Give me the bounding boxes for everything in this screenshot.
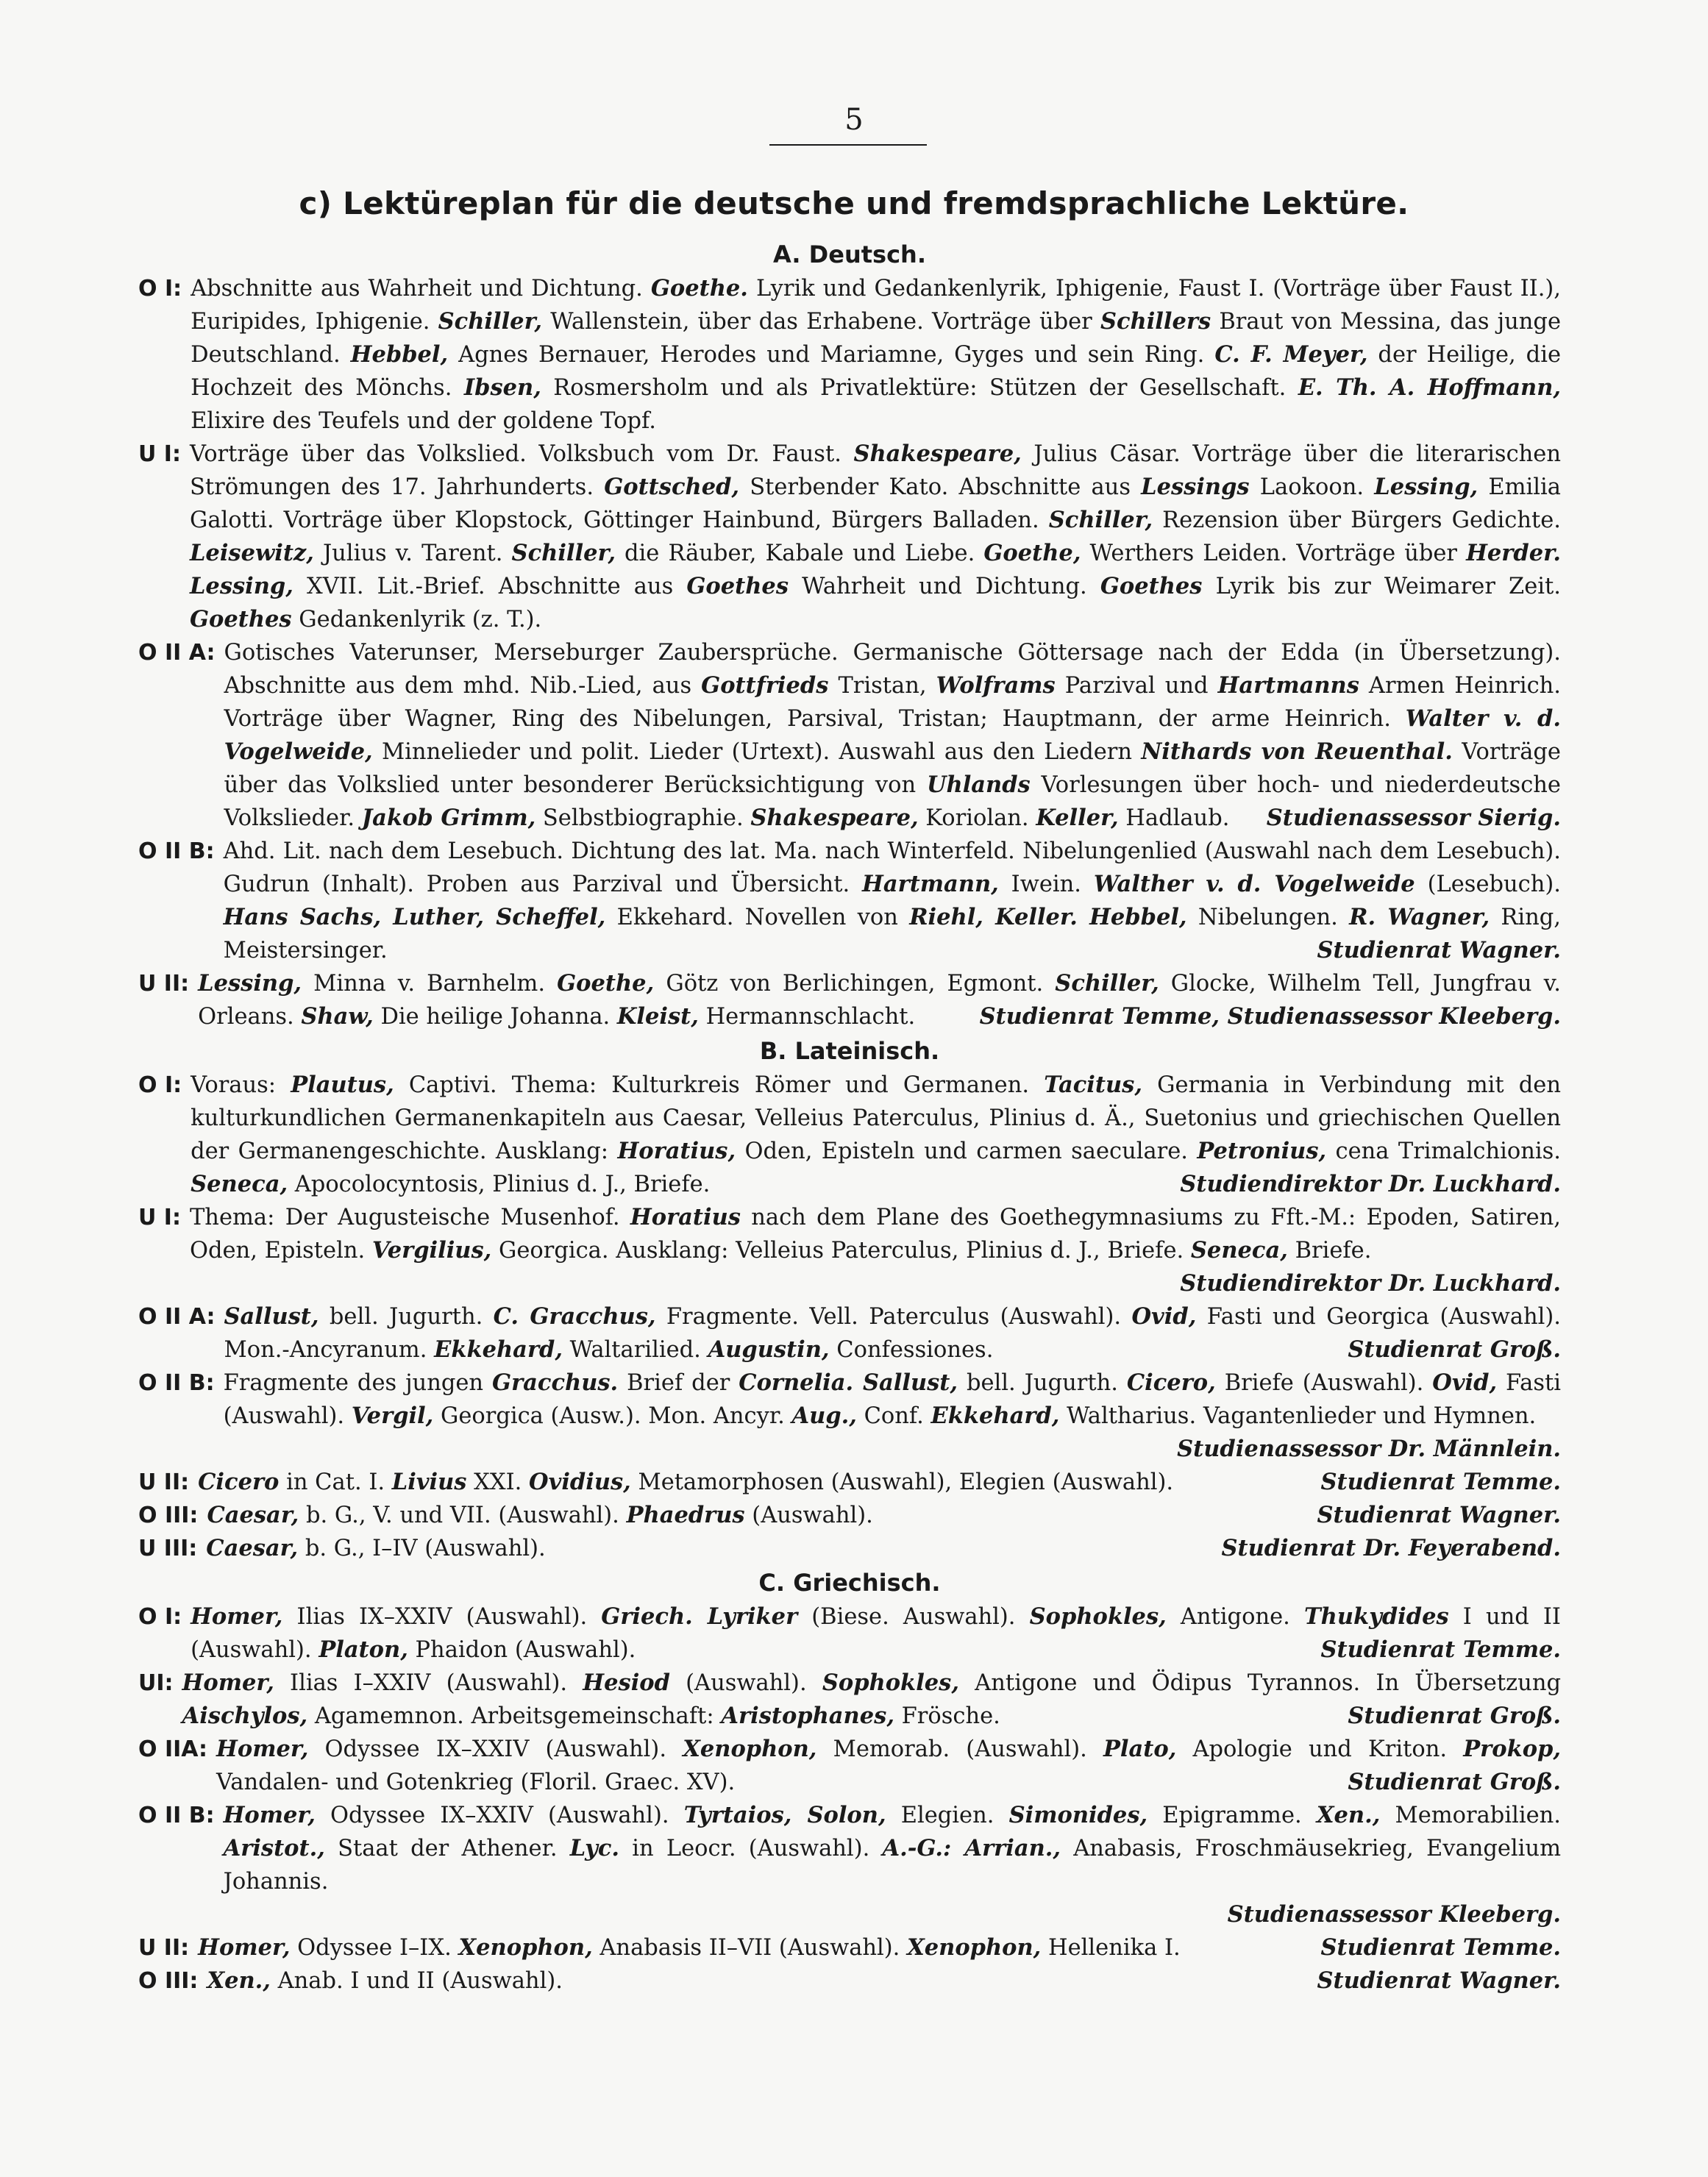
- reading-text: [190, 1201, 1561, 1300]
- class-label: U III:: [138, 1536, 198, 1561]
- reading-text: [224, 835, 1561, 967]
- reading-list: Sallust, bell. Jugurth. C. Gracchus, Fragmente. Vell. Paterculus (Auswahl). Ovid, Fasti und Georgica (Auswahl). Mon.-Ancyranum. Ekkehard, Waltarilied. Augustin, Confessiones.: [224, 1303, 1562, 1363]
- reading-entry: [138, 1532, 1561, 1565]
- class-label: U II:: [138, 1469, 190, 1495]
- reading-text: [207, 1964, 1561, 1998]
- reading-text: [224, 636, 1562, 835]
- reading-text: [182, 1667, 1561, 1733]
- reading-text: [198, 967, 1561, 1033]
- reading-entry: [138, 835, 1561, 967]
- section-heading: A. Deutsch.: [773, 240, 926, 268]
- reading-text: [191, 1600, 1561, 1667]
- reading-entry: [138, 636, 1561, 835]
- reading-entry: [138, 1964, 1561, 1998]
- class-label: U I:: [138, 1205, 181, 1230]
- reading-list: Vorträge über das Volkslied. Volksbuch vom Dr. Faust. Shakespeare, Julius Cäsar. Vorträge über die literarischen Strömungen des 17. Jahrhunderts. Gottsched, Sterbender Kato. Abschnitte aus Lessings Laokoon. Lessing, Emilia Galotti. Vorträge über Klopstock, Göttinger Hainbund, Bürgers Balladen. Schiller, Rezension über Bürgers Gedichte. Leisewitz, Julius v. Tarent. Schiller, die Räuber, Kabale und Liebe. Goethe, Werthers Leiden. Vorträge über Herder. Lessing, XVII. Lit.-Brief. Abschnitte aus Goethes Wahrheit und Dichtung. Goethes Lyrik bis zur Weimarer Zeit. Goethes Gedankenlyrik (z. T.).: [189, 441, 1561, 633]
- reading-entry: [138, 1799, 1561, 1931]
- reading-plan-content: [138, 237, 1561, 1998]
- reading-text: [224, 1300, 1562, 1367]
- reading-text: [224, 1367, 1561, 1466]
- class-label: O I:: [138, 1072, 182, 1098]
- reading-list: Homer, Odyssee I–IX. Xenophon, Anabasis II–VII (Auswahl). Xenophon, Hellenika I.: [198, 1934, 1181, 1961]
- class-label: U II:: [138, 1935, 190, 1961]
- reading-entry: [138, 1201, 1561, 1300]
- reading-list: Cicero in Cat. I. Livius XXI. Ovidius, Metamorphosen (Auswahl), Elegien (Auswahl).: [198, 1469, 1174, 1495]
- reading-list: Lessing, Minna v. Barnhelm. Goethe, Götz von Berlichingen, Egmont. Schiller, Glocke, Wilhelm Tell, Jungfrau v. Orleans. Shaw, Die heilige Johanna. Kleist, Hermannschlacht.: [198, 970, 1561, 1030]
- teacher-name: Studiendirektor Dr. Luckhard.: [1180, 1171, 1561, 1197]
- reading-text: [198, 1466, 1561, 1499]
- reading-text: [190, 438, 1561, 636]
- reading-list: Caesar, b. G., V. und VII. (Auswahl). Phaedrus (Auswahl).: [207, 1502, 873, 1528]
- section-heading: B. Lateinisch.: [759, 1037, 940, 1065]
- reading-text: [191, 1069, 1561, 1201]
- reading-list: Fragmente des jungen Gracchus. Brief der Cornelia. Sallust, bell. Jugurth. Cicero, Briefe (Auswahl). Ovid, Fasti (Auswahl). Vergil, Georgica (Ausw.). Mon. Ancyr. Aug., Conf. Ekkehard, Waltharius. Vagantenlieder und Hymnen.: [223, 1369, 1561, 1429]
- reading-list: Caesar, b. G., I–IV (Auswahl).: [206, 1535, 546, 1561]
- reading-list: Gotisches Vaterunser, Merseburger Zaubersprüche. Germanische Göttersage nach der Edda (in Übersetzung). Abschnitte aus dem mhd. Nib.-Lied, aus Gottfrieds Tristan, Wolframs Parzival und Hartmanns Armen Heinrich. Vorträge über Wagner, Ring des Nibelungen, Parsival, Tristan; Hauptmann, der arme Heinrich. Walter v. d. Vogelweide, Minnelieder und polit. Lieder (Urtext). Auswahl aus den Liedern Nithards von Reuenthal. Vorträge über das Volkslied unter besonderer Berücksichtigung von Uhlands Vorlesungen über hoch- und niederdeutsche Volkslieder. Jakob Grimm, Selbstbiographie. Shakespeare, Koriolan. Keller, Hadlaub.: [224, 640, 1562, 831]
- teacher-name: Studienrat Temme.: [1320, 1469, 1561, 1495]
- section-heading: C. Griechisch.: [758, 1569, 941, 1597]
- class-label: O I:: [138, 1604, 182, 1630]
- teacher-name: Studienrat Temme, Studienassessor Kleeberg.: [979, 1003, 1561, 1030]
- reading-entry: [138, 1667, 1561, 1733]
- teacher-name: Studienrat Groß.: [1348, 1336, 1561, 1363]
- reading-list: Ahd. Lit. nach dem Lesebuch. Dichtung des lat. Ma. nach Winterfeld. Nibelungenlied (Auswahl nach dem Lesebuch). Gudrun (Inhalt). Proben aus Parzival und Übersicht. Hartmann, Iwein. Walther v. d. Vogelweide (Lesebuch). Hans Sachs, Luther, Scheffel, Ekkehard. Novellen von Riehl, Keller. Hebbel, Nibelungen. R. Wagner, Ring, Meistersinger.: [223, 838, 1561, 963]
- reading-text: [198, 1931, 1561, 1964]
- teacher-name: Studienassessor Dr. Männlein.: [1177, 1436, 1561, 1462]
- reading-list: Homer, Ilias IX–XXIV (Auswahl). Griech. Lyriker (Biese. Auswahl). Sophokles, Antigone. Thukydides I und II (Auswahl). Platon, Phaidon (Auswahl).: [191, 1603, 1561, 1663]
- reading-list: Homer, Odyssee IX–XXIV (Auswahl). Tyrtaios, Solon, Elegien. Simonides, Epigramme. Xen., Memorabilien. Aristot., Staat der Athener. Lyc. in Leocr. (Auswahl). A.-G.: Arrian., Anabasis, Froschmäusekrieg, Evangelium Johannis.: [223, 1802, 1561, 1895]
- teacher-name: Studienrat Wagner.: [1317, 1502, 1561, 1528]
- class-label: U I:: [138, 441, 181, 467]
- reading-entry: [138, 967, 1561, 1033]
- teacher-name: Studienassessor Sierig.: [1266, 805, 1561, 831]
- reading-list: Homer, Ilias I–XXIV (Auswahl). Hesiod (Auswahl). Sophokles, Antigone und Ödipus Tyrannos. In Übersetzung Aischylos, Agamemnon. Arbeitsgemeinschaft: Aristophanes, Frösche.: [182, 1670, 1561, 1729]
- teacher-name: Studienassessor Kleeberg.: [1227, 1901, 1561, 1928]
- reading-text: [224, 1799, 1561, 1931]
- reading-list: Homer, Odyssee IX–XXIV (Auswahl). Xenophon, Memorab. (Auswahl). Plato, Apologie und Kriton. Prokop, Vandalen- und Gotenkrieg (Floril. Graec. XV).: [216, 1736, 1562, 1795]
- class-label: O II B:: [138, 1803, 215, 1828]
- reading-entry: [138, 1931, 1561, 1964]
- teacher-name: Studienrat Dr. Feyerabend.: [1221, 1535, 1561, 1561]
- class-label: O III:: [138, 1968, 199, 1994]
- teacher-name: Studienrat Temme.: [1320, 1636, 1561, 1663]
- class-label: O I:: [138, 276, 182, 302]
- reading-entry: [138, 272, 1561, 438]
- reading-text: [216, 1733, 1561, 1799]
- reading-text: [191, 272, 1561, 438]
- class-label: O II A:: [138, 1304, 216, 1330]
- reading-entry: [138, 1499, 1561, 1532]
- class-label: O II B:: [138, 1370, 215, 1396]
- class-label: O II B:: [138, 838, 215, 864]
- reading-entry: [138, 1069, 1561, 1201]
- reading-list: Thema: Der Augusteische Musenhof. Horatius nach dem Plane des Goethegymnasiums zu Fft.-M.: Epoden, Satiren, Oden, Episteln. Vergilius, Georgica. Ausklang: Velleius Paterculus, Plinius d. J., Briefe. Seneca, Briefe.: [189, 1204, 1561, 1264]
- teacher-name: Studienrat Groß.: [1348, 1703, 1561, 1729]
- reading-text: [207, 1499, 1561, 1532]
- page-title: c) Lektüreplan für die deutsche und fremdsprachliche Lektüre.: [299, 185, 1409, 221]
- class-label: O III:: [138, 1503, 199, 1528]
- teacher-name: Studienrat Temme.: [1320, 1934, 1561, 1961]
- reading-list: Xen., Anab. I und II (Auswahl).: [207, 1967, 563, 1994]
- page-number-rule: [769, 144, 927, 146]
- reading-list: Abschnitte aus Wahrheit und Dichtung. Goethe. Lyrik und Gedankenlyrik, Iphigenie, Faust I. (Vorträge über Faust II.), Euripides, Iphigenie. Schiller, Wallenstein, über das Erhabene. Vorträge über Schillers Braut von Messina, das junge Deutschland. Hebbel, Agnes Bernauer, Herodes und Mariamne, Gyges und sein Ring. C. F. Meyer, der Heilige, die Hochzeit des Mönchs. Ibsen, Rosmersholm und als Privatlektüre: Stützen der Gesellschaft. E. Th. A. Hoffmann, Elixire des Teufels und der goldene Topf.: [191, 275, 1562, 434]
- reading-entry: [138, 1466, 1561, 1499]
- reading-text: [206, 1532, 1561, 1565]
- reading-list: Voraus: Plautus, Captivi. Thema: Kulturkreis Römer und Germanen. Tacitus, Germania in Verbindung mit den kulturkundlichen Germanenkapiteln aus Caesar, Velleius Paterculus, Plinius d. Ä., Suetonius und griechischen Quellen der Germanengeschichte. Ausklang: Horatius, Oden, Episteln und carmen saeculare. Petronius, cena Trimalchionis. Seneca, Apocolocyntosis, Plinius d. J., Briefe.: [191, 1072, 1561, 1197]
- class-label: UI:: [138, 1670, 174, 1696]
- teacher-name: Studiendirektor Dr. Luckhard.: [1180, 1270, 1561, 1297]
- teacher-name: Studienrat Groß.: [1348, 1769, 1561, 1795]
- teacher-name: Studienrat Wagner.: [1317, 1967, 1561, 1994]
- reading-entry: [138, 438, 1561, 636]
- class-label: O IIA:: [138, 1736, 208, 1762]
- reading-entry: [138, 1733, 1561, 1799]
- reading-entry: [138, 1600, 1561, 1667]
- page-number: 5: [844, 103, 864, 137]
- reading-entry: [138, 1367, 1561, 1466]
- teacher-name: Studienrat Wagner.: [1317, 937, 1561, 963]
- reading-entry: [138, 1300, 1561, 1367]
- class-label: U II:: [138, 971, 190, 997]
- class-label: O II A:: [138, 640, 216, 666]
